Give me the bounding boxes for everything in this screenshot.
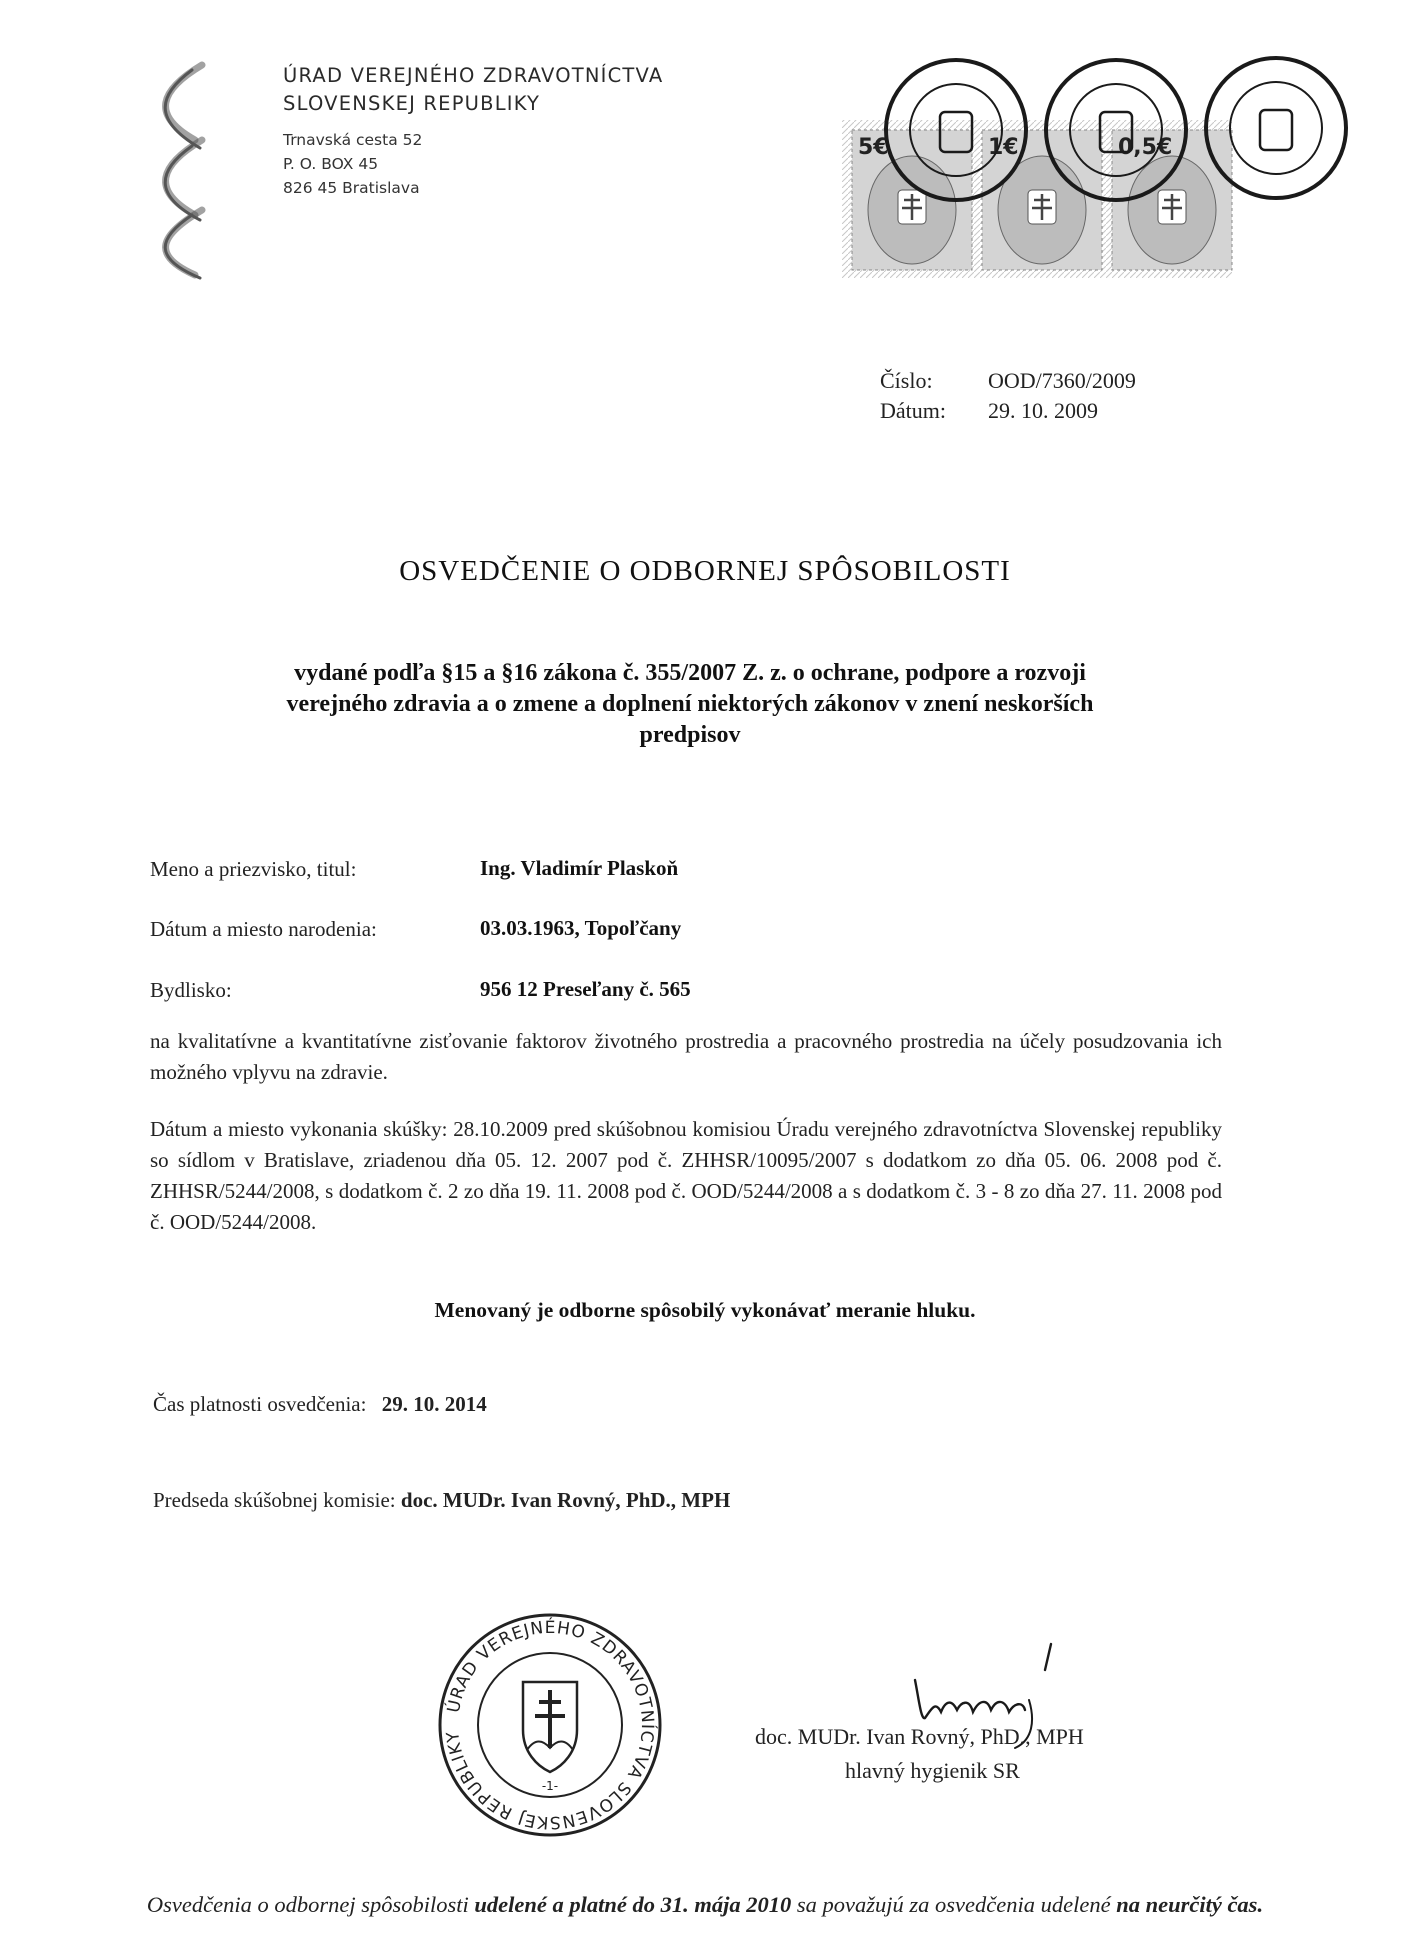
birth-value: 03.03.1963, Topoľčany [480,916,682,940]
signer-name: doc. MUDr. Ivan Rovný, PhD., MPH [755,1724,1084,1749]
official-round-seal [435,1610,665,1840]
footer-note [0,1892,1410,1918]
chairman-name: doc. MUDr. Ivan Rovný, PhD., MPH [400,1488,731,1512]
address-street: Trnavská cesta 52 [283,131,423,149]
stamp-value-2: 1€ [988,135,1019,160]
revenue-stamps [836,50,1376,290]
exam-details: Dátum a miesto vykonania skúšky: 28.10.2009 pred skúšobnou komisiou Úradu verejného zdravotníctva Slovenskej republiky so sídlom v Bratislave, zriadenou dňa 05. 12. 2007 pod č. ZHHSR/10095/2007 s dodatkom zo dňa 05. 06. 2008 pod č. ZHHSR/5244/2008, s dodatkom č. 2 zo dňa 19. 11. 2008 pod č. OOD/5244/2008 a s dodatkom č. 3 - 8 zo dňa 27. 11. 2008 pod č. OOD/5244/2008. [150,1117,1222,1234]
residence-label: Bydlisko: [150,978,232,1002]
stamp-value-1: 5€ [858,135,889,160]
validity [153,1392,487,1417]
qualification-statement: Menovaný je odborne spôsobilý vykonávať meranie hluku. [434,1298,976,1322]
reference-number-label: Číslo: [880,368,933,393]
stamp-2 [982,130,1102,270]
legal-basis [200,658,1180,751]
legal-basis-line2: verejného zdravia a o zmene a doplnení niektorých zákonov v znení neskorších [286,691,1094,717]
footer-note-part1: Osvedčenia o odbornej spôsobilosti [146,1892,475,1917]
coat-of-arms-icon [523,1682,577,1772]
office-address [283,128,422,200]
seal-number: -1- [541,1779,559,1793]
chairman-label: Predseda skúšobnej komisie: [153,1488,396,1512]
reference-date-label: Dátum: [880,398,946,423]
address-pobox: P. O. BOX 45 [283,155,379,173]
document-title: OSVEDČENIE O ODBORNEJ SPÔSOBILOSTI [399,555,1011,587]
reference-date: 29. 10. 2009 [988,398,1098,423]
residence-value: 956 12 Preseľany č. 565 [480,977,691,1001]
footer-note-part2: udelené a platné do 31. mája 2010 [474,1892,792,1917]
legal-basis-line1: vydané podľa §15 a §16 zákona č. 355/2007 Z. z. o ochrane, podpore a rozvoji [294,660,1086,686]
office-logo [140,60,220,280]
office-name-line1: ÚRAD VEREJNÉHO ZDRAVOTNÍCTVA [283,64,664,87]
exam-chairman [153,1488,730,1513]
office-name [283,62,663,118]
footer-note-part3: sa považujú za osvedčenia udelené [791,1892,1117,1917]
office-name-line2: SLOVENSKEJ REPUBLIKY [283,92,541,115]
birth-label: Dátum a miesto narodenia: [150,917,377,941]
validity-label: Čas platnosti osvedčenia: [153,1392,367,1416]
certification-purpose: na kvalitatívne a kvantitatívne zisťovanie faktorov životného prostredia a pracovného prostredia na účely posudzovania ich možného vplyvu na zdravie. [150,1029,1222,1084]
holder-name: Ing. Vladimír Plaskoň [480,856,679,880]
footer-note-part4: na neurčitý čas. [1116,1892,1264,1917]
stamp-value-3: 0,5€ [1118,135,1173,160]
reference-number: OOD/7360/2009 [988,368,1136,393]
seal-text: ÚRAD VEREJNÉHO ZDRAVOTNÍCTVA SLOVENSKEJ REPUBLIKY [443,1617,658,1833]
address-city: 826 45 Bratislava [283,179,420,197]
signer-role: hlavný hygienik SR [845,1758,1020,1783]
legal-basis-line3: predpisov [639,722,741,748]
validity-date: 29. 10. 2014 [381,1392,487,1416]
holder-name-label: Meno a priezvisko, titul: [150,857,357,881]
